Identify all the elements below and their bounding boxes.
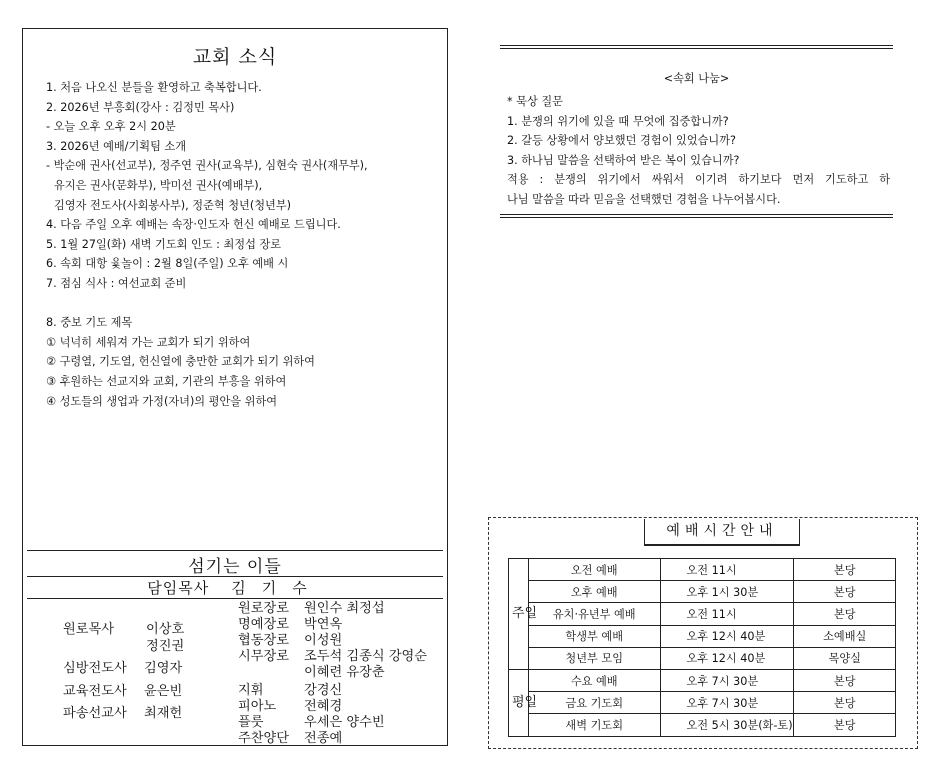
prayer-item: ④ 성도들의 생업과 가정(자녀)의 평안을 위하여 (46, 394, 278, 408)
server-role: 주찬양단 (238, 731, 289, 746)
server-role: 원로장로 (238, 601, 289, 616)
service-name: 오전 예배 (528, 559, 660, 581)
server-name: 김영자 (144, 661, 183, 676)
service-name: 청년부 모임 (528, 647, 660, 669)
server-role: 플룻 (238, 715, 264, 730)
service-place: 본당 (794, 669, 896, 691)
server-name: 전혜경 (304, 699, 343, 714)
service-name: 오후 예배 (528, 581, 660, 603)
divider (500, 48, 893, 49)
group-label: 평일 (509, 669, 529, 736)
service-name: 새벽 기도회 (528, 714, 660, 736)
prayer-item: ① 넉넉히 세워져 가는 교회가 되기 위하여 (46, 335, 251, 349)
service-place: 본당 (794, 692, 896, 714)
news-item: 3. 2026년 예배/기획팀 소개 (46, 139, 187, 153)
news-item: - 오늘 오후 오후 2시 20분 (46, 120, 176, 134)
server-role: 협동장로 (238, 633, 289, 648)
server-name: 정진권 (146, 639, 185, 654)
news-item: 5. 1월 27일(화) 새벽 기도회 인도 : 최정섭 장로 (46, 237, 282, 251)
sharing-line: 1. 분쟁의 위기에 있을 때 무엇에 집중합니까? (507, 114, 729, 128)
server-name: 박연옥 (304, 617, 343, 632)
service-place: 목양실 (794, 647, 896, 669)
table-row (509, 647, 896, 669)
senior-pastor-name: 김기수 (231, 579, 323, 597)
divider (500, 214, 893, 215)
service-name: 학생부 예배 (528, 625, 660, 647)
news-item: 7. 점심 식사 : 여선교회 준비 (46, 276, 187, 290)
service-place: 본당 (794, 581, 896, 603)
servers-title: 섬기는 이들 (188, 557, 282, 577)
service-time: 오후 1시 30분 (660, 581, 794, 603)
news-item: 2. 2026년 부흥회(강사 : 김정민 목사) (46, 100, 235, 114)
sharing-line: * 묵상 질문 (507, 95, 563, 108)
server-name: 이성원 (304, 633, 343, 648)
prayer-item: ③ 후원하는 선교지와 교회, 기관의 부흥을 위하여 (46, 374, 287, 388)
prayer-item: ② 구령열, 기도열, 헌신열에 충만한 교회가 되기 위하여 (46, 355, 315, 369)
service-place: 본당 (794, 603, 896, 625)
service-name: 수요 예배 (528, 669, 660, 691)
table-row (509, 714, 896, 736)
table-row (509, 669, 896, 691)
divider (27, 550, 443, 551)
server-role: 심방전도사 (63, 661, 127, 676)
service-time: 오후 7시 30분 (660, 669, 794, 691)
server-role: 원로목사 (63, 622, 114, 637)
divider (27, 598, 443, 599)
sharing-line: 2. 갈등 상황에서 양보했던 경험이 있었습니까? (507, 134, 736, 148)
service-name: 유치·유년부 예배 (528, 603, 660, 625)
news-item: 1. 처음 나오신 분들을 환영하고 축복합니다. (46, 81, 262, 94)
table-row (509, 625, 896, 647)
server-role: 파송선교사 (63, 706, 127, 721)
service-name: 금요 기도회 (528, 692, 660, 714)
server-name: 원인수 최정섭 (304, 601, 385, 616)
news-list (46, 78, 441, 411)
sharing-apply: 나님 말씀을 따라 믿음을 선택했던 경험을 나누어봅시다. (507, 192, 781, 206)
divider (500, 45, 893, 46)
service-time: 오전 5시 30분(화-토) (660, 714, 794, 736)
table-row (509, 559, 896, 581)
server-name: 전종예 (304, 731, 343, 746)
server-role: 명예장로 (238, 617, 289, 632)
server-name: 최재헌 (144, 706, 183, 721)
server-name: 이상호 (146, 622, 185, 637)
news-item: 유지은 권사(문화부), 박미선 권사(예배부), (54, 178, 263, 192)
sharing-apply: 적용 : 분쟁의 위기에서 싸워서 이기려 하기보다 먼저 기도하고 하 (507, 173, 890, 187)
server-name: 이혜련 유장춘 (304, 665, 385, 680)
service-time: 오후 12시 40분 (660, 647, 794, 669)
news-item: 4. 다음 주일 오후 예배는 속장·인도자 헌신 예배로 드립니다. (46, 218, 341, 232)
server-name: 강경신 (304, 683, 343, 698)
service-time: 오전 11시 (660, 559, 794, 581)
server-role: 시무장로 (238, 649, 289, 664)
server-entry (63, 622, 129, 638)
service-place: 소예배실 (794, 625, 896, 647)
prayer-title: 8. 중보 기도 제목 (46, 316, 133, 330)
server-role: 지휘 (238, 683, 264, 698)
service-time: 오후 7시 30분 (660, 692, 794, 714)
schedule-table (508, 558, 896, 737)
sharing-title: <속회 나눔> (663, 72, 730, 85)
server-role: 피아노 (238, 699, 277, 714)
sharing-line: 3. 하나님 말씀을 선택하여 받은 복이 있습니까? (507, 153, 740, 167)
senior-pastor-role: 담임목사 (147, 579, 210, 597)
schedule-title: 예배시간안내 (644, 519, 800, 546)
news-item: 6. 속회 대항 윷놀이 : 2월 8일(주일) 오후 예배 시 (46, 257, 289, 271)
news-item: - 박순애 권사(선교부), 정주연 권사(교육부), 심현숙 권사(재무부), (46, 159, 368, 173)
table-row (509, 692, 896, 714)
server-entry (63, 684, 129, 700)
server-entry (63, 706, 129, 722)
sharing-body (507, 92, 890, 210)
service-time: 오후 12시 40분 (660, 625, 794, 647)
server-name: 조두석 김종식 강영순 (304, 649, 428, 664)
news-item: 김영자 전도사(사회봉사부), 정준혁 청년(청년부) (54, 198, 292, 212)
service-place: 본당 (794, 714, 896, 736)
news-title: 교회 소식 (192, 46, 278, 68)
senior-pastor-line (22, 577, 448, 598)
table-row (509, 603, 896, 625)
table-row (509, 581, 896, 603)
service-place: 본당 (794, 559, 896, 581)
divider (500, 217, 893, 218)
server-entry (63, 661, 129, 677)
server-name: 윤은빈 (144, 684, 183, 699)
server-role: 교육전도사 (63, 684, 127, 699)
service-time: 오전 11시 (660, 603, 794, 625)
group-label: 주일 (509, 559, 529, 670)
server-name: 우세은 양수빈 (304, 715, 385, 730)
